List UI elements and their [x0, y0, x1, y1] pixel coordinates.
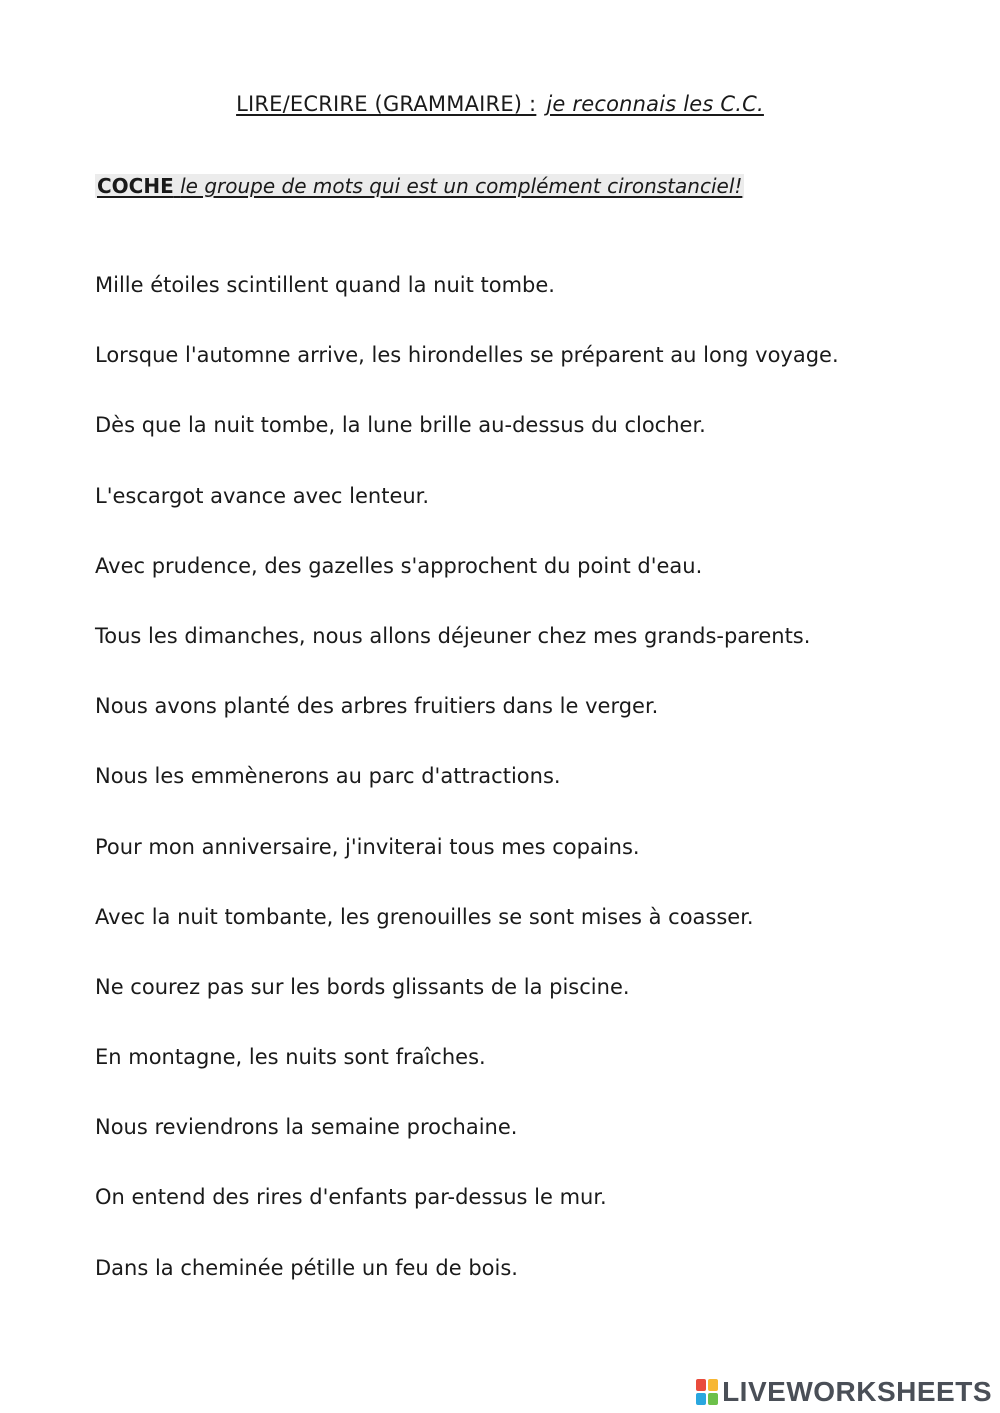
instruction-text: le groupe de mots qui est un complément cironstanciel!	[180, 174, 743, 198]
title-part-a: LIRE/ECRIRE (GRAMMAIRE) :	[236, 92, 537, 116]
sentence-15[interactable]: Dans la cheminée pétille un feu de bois.	[95, 1255, 518, 1280]
instruction-verb: COCHE	[97, 174, 174, 198]
sentence-10[interactable]: Avec la nuit tombante, les grenouilles se sont mises à coasser.	[95, 904, 754, 929]
sentence-2[interactable]: Lorsque l'automne arrive, les hirondelles se préparent au long voyage.	[95, 343, 839, 368]
sentence-11[interactable]: Ne courez pas sur les bords glissants de la piscine.	[95, 974, 630, 999]
liveworksheets-logo-icon	[696, 1379, 718, 1405]
sentence-14[interactable]: On entend des rires d'enfants par-dessus le mur.	[95, 1185, 607, 1210]
sentence-12[interactable]: En montagne, les nuits sont fraîches.	[95, 1045, 486, 1070]
logo-text: LIVEWORKSHEETS	[722, 1376, 992, 1407]
sentence-5[interactable]: Avec prudence, des gazelles s'approchent du point d'eau.	[95, 553, 703, 578]
title-part-b: je reconnais les C.C.	[546, 92, 764, 116]
sentence-6[interactable]: Tous les dimanches, nous allons déjeuner chez mes grands-parents.	[95, 623, 811, 648]
sentence-list	[95, 270, 955, 1323]
sentence-9[interactable]: Pour mon anniversaire, j'inviterai tous mes copains.	[95, 834, 640, 859]
sentence-1[interactable]: Mille étoiles scintillent quand la nuit tombe.	[95, 273, 555, 297]
liveworksheets-logo	[696, 1375, 992, 1409]
instruction	[95, 174, 744, 198]
sentence-4[interactable]: L'escargot avance avec lenteur.	[95, 483, 430, 508]
sentence-3[interactable]: Dès que la nuit tombe, la lune brille au-dessus du clocher.	[95, 413, 706, 438]
sentence-13[interactable]: Nous reviendrons la semaine prochaine.	[95, 1115, 518, 1140]
sentence-8[interactable]: Nous les emmènerons au parc d'attractions.	[95, 764, 561, 789]
page-title	[0, 92, 1000, 116]
sentence-7[interactable]: Nous avons planté des arbres fruitiers dans le verger.	[95, 694, 659, 719]
